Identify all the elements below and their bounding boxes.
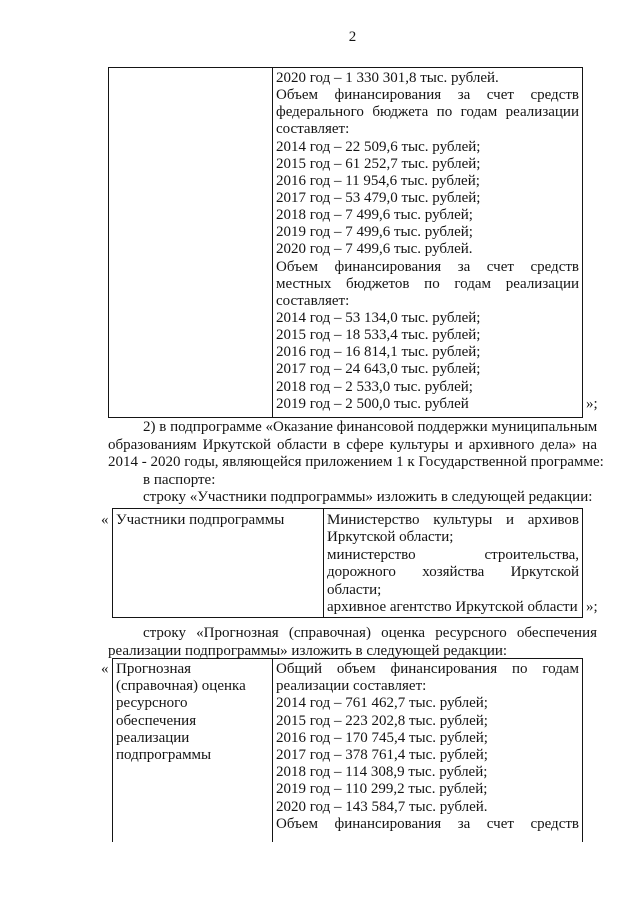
paragraph-1 (108, 419, 604, 507)
table-3-cell-line: 2016 год – 170 745,4 тыс. рублей; (276, 729, 488, 746)
table-1-cell-line: 2019 год – 2 500,0 тыс. рублей (276, 395, 469, 412)
table-3-left-cell-line: подпрограммы (116, 746, 212, 763)
table-1-cell-line: 2015 год – 61 252,7 тыс. рублей; (276, 155, 481, 172)
table-3-right-cell (276, 661, 579, 833)
table-1-cell-line: 2020 год – 1 330 301,8 тыс. рублей. (276, 70, 499, 86)
table-1-cell-line: 2014 год – 53 134,0 тыс. рублей; (276, 309, 481, 326)
table-3 (112, 658, 583, 842)
table-3-left-cell-line: реализации (116, 729, 190, 746)
table-1-column-divider (272, 68, 273, 417)
page-number: 2 (348, 29, 357, 45)
table-1-cell-line: 2020 год – 7 499,6 тыс. рублей. (276, 241, 473, 258)
table-1-cell-line: 2016 год – 11 954,6 тыс. рублей; (276, 172, 480, 189)
table-1-cell-line: 2017 год – 24 643,0 тыс. рублей; (276, 361, 481, 378)
paragraph-line: 2014 - 2020 годы, являющейся приложением 1 к Государственной программе: (108, 454, 604, 470)
table-1-closing-quote: »; (586, 396, 598, 412)
paragraph-line: строку «Прогнозная (справочная) оценка ресурсного обеспечения (143, 625, 597, 641)
table-1-cell-line: 2014 год – 22 509,6 тыс. рублей; (276, 138, 481, 155)
table-3-left-cell (116, 661, 268, 764)
table-1-cell-line: федерального бюджета по годам реализации (276, 104, 579, 121)
paragraph-line: строку «Участники подпрограммы» изложить в следующей редакции: (143, 489, 593, 505)
table-3-cell-line: 2018 год – 114 308,9 тыс. рублей; (276, 764, 488, 781)
table-2-cell-line: дорожного хозяйства Иркутской (327, 564, 579, 581)
paragraph-line: образованиям Иркутской области в сфере культуры и архивного дела» на (108, 436, 597, 453)
table-1-right-cell (276, 70, 579, 413)
table-2-cell-line: области; (327, 581, 382, 598)
table-2-cell-line: Министерство культуры и архивов (327, 512, 579, 528)
table-2-right-cell (327, 512, 579, 616)
table-1-cell-line: Объем финансирования за счет средств (276, 258, 579, 275)
table-1-cell-line: 2016 год – 16 814,1 тыс. рублей; (276, 344, 481, 361)
table-1 (108, 67, 583, 418)
table-1-cell-line: 2019 год – 7 499,6 тыс. рублей; (276, 224, 473, 241)
table-2-left-cell-text: Участники подпрограммы (116, 512, 285, 528)
table-1-cell-line: местных бюджетов по годам реализации (276, 275, 579, 292)
table-3-column-divider (272, 659, 273, 842)
paragraph-line: реализации подпрограммы» изложить в следующей редакции: (108, 642, 508, 659)
paragraph-2 (108, 625, 597, 660)
table-3-cell-line: 2019 год – 110 299,2 тыс. рублей; (276, 781, 488, 798)
table-1-cell-line: 2017 год – 53 479,0 тыс. рублей; (276, 189, 481, 206)
table-3-cell-line: 2020 год – 143 584,7 тыс. рублей. (276, 798, 488, 815)
table-2-left-cell (116, 512, 316, 529)
table-3-cell-line: реализации составляет: (276, 678, 427, 695)
table-3-cell-line: 2014 год – 761 462,7 тыс. рублей; (276, 695, 488, 712)
table-3-cell-line: Общий объем финансирования по годам (276, 661, 579, 677)
table-2-cell-line: Иркутской области; (327, 529, 454, 546)
table-2-cell-line: архивное агентство Иркутской области (327, 598, 578, 615)
table-1-cell-line: 2018 год – 7 499,6 тыс. рублей; (276, 207, 473, 224)
table-2-opening-quote: « (101, 512, 109, 528)
table-3-left-cell-line: Прогнозная (116, 661, 192, 677)
table-1-cell-line: 2018 год – 2 533,0 тыс. рублей; (276, 378, 473, 395)
table-2-column-divider (323, 509, 324, 617)
table-3-left-cell-line: обеспечения (116, 712, 197, 729)
table-1-cell-line: составляет: (276, 292, 350, 309)
table-2-cell-line: министерство строительства, (327, 546, 579, 563)
table-3-left-cell-line: ресурсного (116, 695, 188, 712)
table-3-cell-line: 2015 год – 223 202,8 тыс. рублей; (276, 712, 488, 729)
paragraph-line: в паспорте: (143, 471, 216, 488)
table-3-cell-line: 2017 год – 378 761,4 тыс. рублей; (276, 746, 488, 763)
table-2 (112, 508, 583, 618)
table-3-cell-line: Объем финансирования за счет средств (276, 815, 579, 832)
table-1-cell-line: 2015 год – 18 533,4 тыс. рублей; (276, 327, 481, 344)
table-2-closing-quote: »; (586, 599, 598, 615)
table-3-opening-quote: « (101, 661, 109, 677)
table-1-cell-line: составляет: (276, 121, 350, 138)
table-1-cell-line: Объем финансирования за счет средств (276, 87, 579, 104)
table-3-left-cell-line: (справочная) оценка (116, 678, 246, 695)
paragraph-line: 2) в подпрограмме «Оказание финансовой поддержки муниципальным (143, 419, 598, 435)
table-1-left-cell (109, 68, 272, 417)
